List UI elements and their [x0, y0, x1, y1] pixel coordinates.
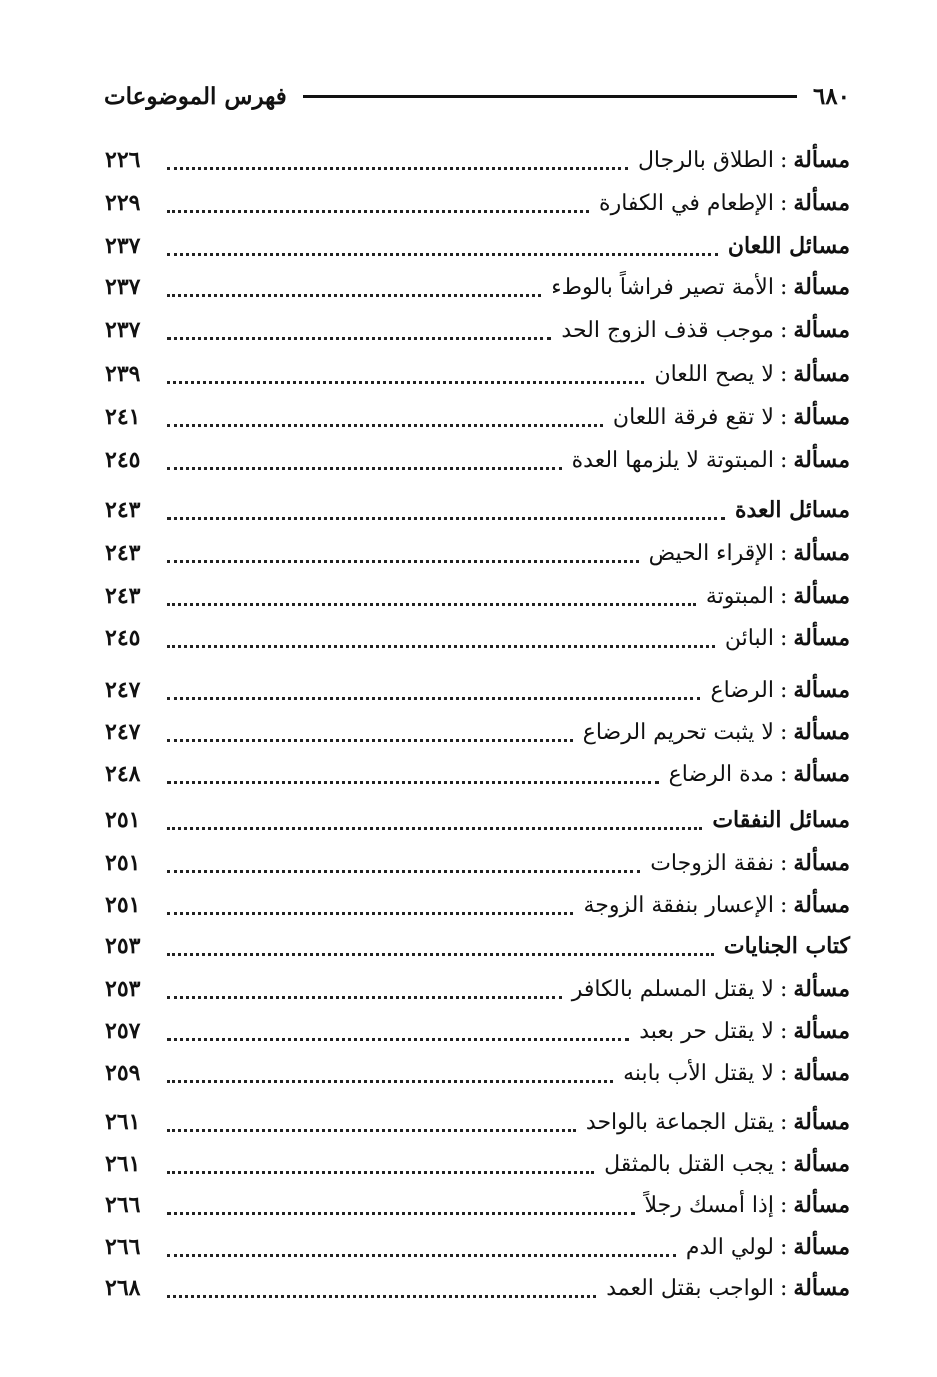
entry-title: البائن: [724, 625, 774, 651]
toc-entry: [105, 1227, 850, 1267]
dot-leader: [167, 781, 659, 784]
dot-leader: [167, 1080, 613, 1083]
entry-page-number: ٢٥٩: [105, 1060, 141, 1086]
entry-label: مسألة: [793, 274, 850, 300]
entry-label: مسألة: [793, 583, 850, 609]
toc-entry: [105, 183, 850, 223]
entry-page-number: ٢٥٧: [105, 1018, 141, 1044]
dot-leader: [167, 1038, 629, 1041]
entry-separator: :: [779, 976, 788, 1002]
entry-label: مسألة: [793, 1018, 850, 1044]
entry-page-number: ٢٦٦: [105, 1192, 141, 1218]
entry-separator: :: [779, 1018, 788, 1044]
entry-title: لا يقتل المسلم بالكافر: [571, 976, 774, 1002]
dot-leader: [167, 996, 562, 999]
dot-leader: [167, 1295, 596, 1298]
entry-separator: :: [779, 850, 788, 876]
dot-leader: [167, 294, 541, 297]
entry-title: الإقراء الحيض: [648, 540, 774, 566]
entry-title: لا يقتل حر بعبد: [639, 1018, 774, 1044]
entry-page-number: ٢٦٨: [105, 1275, 141, 1301]
toc-entry: [105, 754, 850, 794]
entry-title: لا يقتل الأب بابنه: [623, 1060, 774, 1086]
entry-title: يقتل الجماعة بالواحد: [585, 1109, 774, 1135]
entry-label: مسألة: [793, 892, 850, 918]
entry-separator: :: [779, 1275, 788, 1301]
entry-page-number: ٢٥٣: [105, 976, 141, 1002]
dot-leader: [167, 167, 628, 170]
entry-label: مسألة: [793, 1151, 850, 1177]
toc-entry: [105, 1053, 850, 1093]
entry-title: يجب القتل بالمثقل: [604, 1151, 774, 1177]
dot-leader: [167, 381, 644, 384]
entry-separator: :: [779, 1109, 788, 1135]
dot-leader: [167, 210, 589, 213]
header-rule: [303, 95, 797, 98]
entry-separator: :: [779, 540, 788, 566]
entry-page-number: ٢٤٥: [105, 625, 141, 651]
entry-page-number: ٢٣٧: [105, 233, 141, 259]
entry-separator: :: [779, 677, 788, 703]
toc-entry: [105, 1144, 850, 1184]
entry-label: مسألة: [793, 190, 850, 216]
dot-leader: [167, 645, 715, 648]
entry-title: الرضاع: [710, 677, 774, 703]
entry-title: لولي الدم: [685, 1234, 774, 1260]
dot-leader: [167, 1212, 635, 1215]
entry-page-number: ٢٤٣: [105, 583, 141, 609]
entry-title: مسائل العدة: [734, 497, 850, 523]
dot-leader: [167, 827, 702, 830]
toc-entry: [105, 310, 850, 350]
entry-title: موجب قذف الزوج الحد: [561, 317, 774, 343]
toc-entry: [105, 1268, 850, 1308]
entry-separator: :: [779, 404, 788, 430]
entry-label: مسألة: [793, 1060, 850, 1086]
dot-leader: [167, 739, 573, 742]
entry-separator: :: [779, 447, 788, 473]
entry-label: مسألة: [793, 1192, 850, 1218]
entry-page-number: ٢٥١: [105, 892, 141, 918]
toc-entry: [105, 397, 850, 437]
dot-leader: [167, 253, 718, 256]
entry-separator: :: [779, 361, 788, 387]
entry-label: مسألة: [793, 1109, 850, 1135]
dot-leader: [167, 697, 700, 700]
entry-title: الإعسار بنفقة الزوجة: [583, 892, 774, 918]
toc-section-heading: [105, 226, 850, 266]
entry-separator: :: [779, 274, 788, 300]
entry-label: مسألة: [793, 147, 850, 173]
entry-separator: :: [779, 761, 788, 787]
entry-page-number: ٢٢٦: [105, 147, 141, 173]
entry-page-number: ٢٢٩: [105, 190, 141, 216]
toc-entry: [105, 618, 850, 658]
dot-leader: [167, 1254, 676, 1257]
entry-separator: :: [779, 190, 788, 216]
entry-title: الطلاق بالرجال: [637, 147, 774, 173]
entry-separator: :: [779, 719, 788, 745]
entry-title: كتاب الجنايات: [723, 933, 850, 959]
entry-page-number: ٢٦١: [105, 1109, 141, 1135]
toc-entry: [105, 576, 850, 616]
entry-title: نفقة الزوجات: [650, 850, 774, 876]
entry-title: إذا أمسك رجلاً: [644, 1192, 774, 1218]
entry-separator: :: [779, 1060, 788, 1086]
dot-leader: [167, 467, 562, 470]
entry-title: الإطعام في الكفارة: [599, 190, 774, 216]
entry-separator: :: [779, 625, 788, 651]
entry-page-number: ٢٥١: [105, 850, 141, 876]
entry-title: الواجب بقتل العمد: [606, 1275, 774, 1301]
entry-title: الأمة تصير فراشاً بالوطء: [551, 274, 774, 300]
entry-page-number: ٢٥٣: [105, 933, 141, 959]
dot-leader: [167, 560, 639, 563]
toc-entry: [105, 440, 850, 480]
toc-entry: [105, 1011, 850, 1051]
toc-entry: [105, 843, 850, 883]
entry-page-number: ٢٣٧: [105, 317, 141, 343]
dot-leader: [167, 912, 573, 915]
dot-leader: [167, 953, 714, 956]
entry-page-number: ٢٦٦: [105, 1234, 141, 1260]
toc-entry: [105, 969, 850, 1009]
entry-separator: :: [779, 1192, 788, 1218]
toc-entry: [105, 712, 850, 752]
toc-entry: [105, 140, 850, 180]
entry-title: مسائل النفقات: [712, 807, 850, 833]
entry-page-number: ٢٤٧: [105, 719, 141, 745]
entry-page-number: ٢٤٣: [105, 497, 141, 523]
entry-title: المبتوتة لا يلزمها العدة: [571, 447, 774, 473]
entry-label: مسألة: [793, 540, 850, 566]
entry-page-number: ٢٤١: [105, 404, 141, 430]
toc-entry: [105, 533, 850, 573]
entry-title: المبتوتة: [705, 583, 774, 609]
toc-entry: [105, 354, 850, 394]
entry-label: مسألة: [793, 761, 850, 787]
toc-entry: [105, 1102, 850, 1142]
toc-section-heading: [105, 490, 850, 530]
entry-page-number: ٢٥١: [105, 807, 141, 833]
toc-entry: [105, 885, 850, 925]
entry-label: مسألة: [793, 447, 850, 473]
toc-entry: [105, 1185, 850, 1225]
entry-label: مسألة: [793, 677, 850, 703]
entry-separator: :: [779, 1234, 788, 1260]
entry-title: لا يصح اللعان: [654, 361, 774, 387]
entry-label: مسألة: [793, 1275, 850, 1301]
entry-label: مسألة: [793, 625, 850, 651]
entry-title: لا يثبت تحريم الرضاع: [582, 719, 774, 745]
dot-leader: [167, 517, 725, 520]
dot-leader: [167, 870, 640, 873]
entry-page-number: ٢٤٨: [105, 761, 141, 787]
entry-label: مسألة: [793, 317, 850, 343]
entry-page-number: ٢٤٥: [105, 447, 141, 473]
entry-page-number: ٢٤٧: [105, 677, 141, 703]
dot-leader: [167, 1129, 576, 1132]
entry-page-number: ٢٣٧: [105, 274, 141, 300]
dot-leader: [167, 337, 551, 340]
entry-label: مسألة: [793, 850, 850, 876]
entry-label: مسألة: [793, 1234, 850, 1260]
page-number: ٦٨٠: [812, 82, 850, 110]
entry-page-number: ٢٤٣: [105, 540, 141, 566]
entry-page-number: ٢٦١: [105, 1151, 141, 1177]
entry-label: مسألة: [793, 361, 850, 387]
entry-separator: :: [779, 317, 788, 343]
toc-entry: [105, 267, 850, 307]
entry-page-number: ٢٣٩: [105, 361, 141, 387]
running-header: [104, 76, 850, 116]
entry-separator: :: [779, 583, 788, 609]
entry-separator: :: [779, 1151, 788, 1177]
dot-leader: [167, 424, 603, 427]
entry-label: مسألة: [793, 976, 850, 1002]
dot-leader: [167, 1171, 594, 1174]
running-title: فهرس الموضوعات: [104, 82, 287, 110]
entry-title: لا تقع فرقة اللعان: [612, 404, 774, 430]
entry-label: مسألة: [793, 404, 850, 430]
toc-section-heading: [105, 926, 850, 966]
toc-entry: [105, 670, 850, 710]
entry-label: مسألة: [793, 719, 850, 745]
entry-separator: :: [779, 147, 788, 173]
entry-title: مسائل اللعان: [727, 233, 850, 259]
entry-title: مدة الرضاع: [668, 761, 774, 787]
entry-separator: :: [779, 892, 788, 918]
toc-section-heading: [105, 800, 850, 840]
dot-leader: [167, 603, 696, 606]
